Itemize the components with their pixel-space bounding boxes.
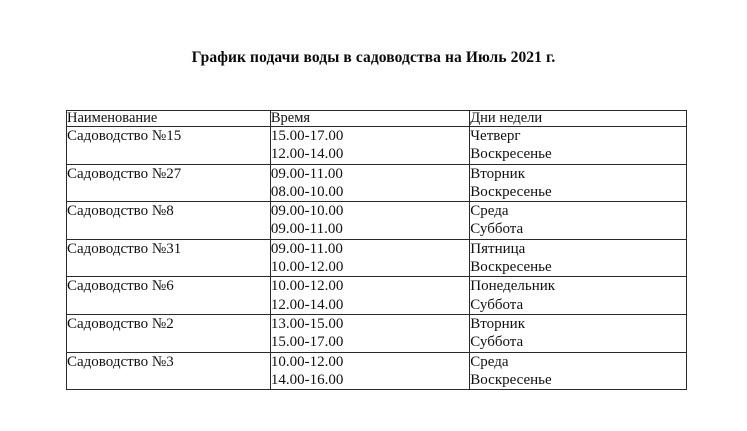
weekday: Воскресенье	[470, 259, 552, 276]
header-days: Дни недели	[470, 111, 687, 127]
time-slot: 12.00-14.00	[270, 146, 344, 163]
garden-name: Садоводство №3	[67, 352, 271, 390]
time-slot: 08.00-10.00	[270, 183, 344, 200]
weekday: Четверг	[470, 128, 521, 144]
time-slot: 09.00-11.00	[270, 240, 343, 257]
time-slot: 15.00-17.00	[270, 334, 344, 351]
time-cell	[270, 277, 469, 315]
header-name: Наименование	[67, 111, 271, 127]
table-row	[67, 202, 687, 240]
header-time: Время	[270, 111, 469, 127]
weekday: Вторник	[470, 315, 525, 332]
table-row	[67, 164, 687, 202]
weekday: Вторник	[470, 165, 525, 182]
table-row	[67, 277, 687, 315]
weekday: Понедельник	[470, 278, 556, 295]
document-title: График подачи воды в садоводства на Июль 2021 г.	[191, 49, 556, 66]
garden-name: Садоводство №6	[67, 277, 271, 315]
weekday: Суббота	[470, 221, 524, 238]
time-slot: 10.00-12.00	[270, 259, 344, 276]
time-slot: 10.00-12.00	[270, 278, 344, 295]
time-cell	[270, 352, 469, 390]
table-row	[67, 127, 687, 165]
weekday: Пятница	[470, 240, 526, 257]
days-cell	[470, 352, 687, 390]
water-schedule-table	[66, 110, 687, 390]
time-slot: 13.00-15.00	[270, 315, 344, 332]
time-slot: 09.00-11.00	[270, 165, 343, 182]
weekday: Суббота	[470, 334, 524, 351]
time-slot: 09.00-11.00	[270, 221, 343, 238]
weekday: Суббота	[470, 296, 524, 313]
days-cell	[470, 164, 687, 202]
garden-name: Садоводство №15	[67, 127, 271, 165]
weekday: Среда	[470, 203, 509, 220]
time-slot: 15.00-17.00	[270, 128, 344, 144]
time-slot: 12.00-14.00	[270, 296, 344, 313]
time-cell	[270, 164, 469, 202]
days-cell	[470, 202, 687, 240]
table-row	[67, 314, 687, 352]
table-row	[67, 352, 687, 390]
garden-name: Садоводство №31	[67, 239, 271, 277]
time-cell	[270, 314, 469, 352]
weekday: Среда	[470, 353, 509, 370]
time-slot: 14.00-16.00	[270, 371, 344, 388]
table-row	[67, 239, 687, 277]
garden-name: Садоводство №2	[67, 314, 271, 352]
weekday: Воскресенье	[470, 371, 552, 388]
days-cell	[470, 314, 687, 352]
garden-name: Садоводство №27	[67, 164, 271, 202]
time-cell	[270, 239, 469, 277]
days-cell	[470, 239, 687, 277]
time-cell	[270, 202, 469, 240]
time-slot: 10.00-12.00	[270, 353, 344, 370]
table-header-row	[67, 111, 687, 127]
garden-name: Садоводство №8	[67, 202, 271, 240]
weekday: Воскресенье	[470, 146, 552, 163]
days-cell	[470, 277, 687, 315]
days-cell	[470, 127, 687, 165]
weekday: Воскресенье	[470, 183, 552, 200]
time-slot: 09.00-10.00	[270, 203, 344, 220]
time-cell	[270, 127, 469, 165]
